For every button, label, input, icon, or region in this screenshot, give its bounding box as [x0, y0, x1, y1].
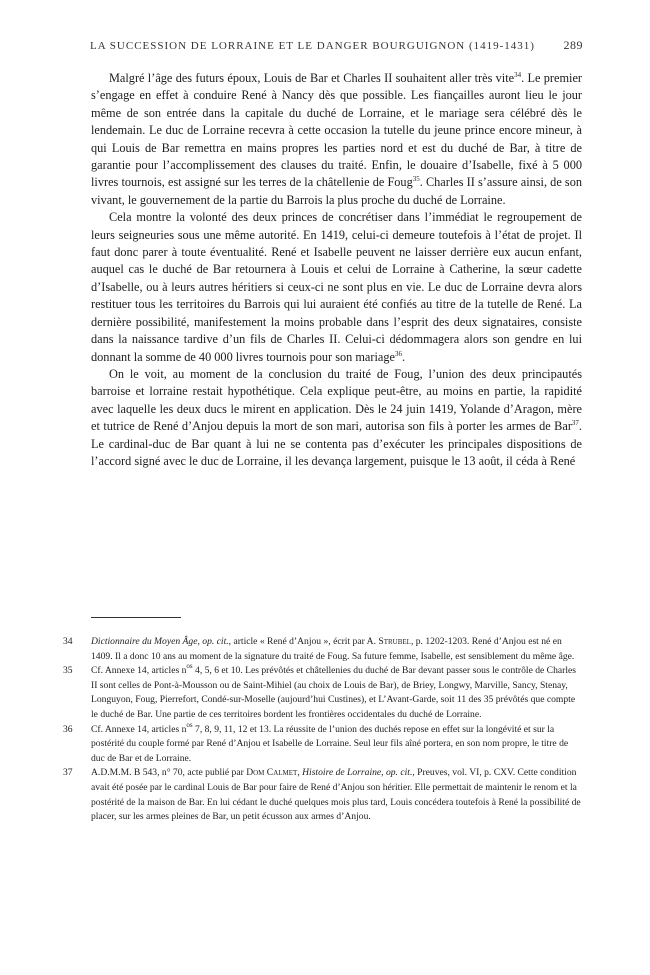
footnote [63, 720, 582, 767]
footnote-number: 35 [63, 665, 73, 677]
work-title: Histoire de Lorraine, op. cit. [302, 767, 413, 779]
page-number: 289 [563, 38, 583, 52]
running-head [90, 38, 583, 53]
paragraph: On le voit, au moment de la conclusion du traité de Foug, l’union des deux principautés barroise et lorraine restait hypothétique. Cela explique peut-être, au moins en partie, la rapidité avec laquelle les deux ducs le mirent en application. Dès le 24 juin 1419, Yolande d’Aragon, mère et tutrice de René d’Anjou depuis la mort de son mari, autorisa son fils à porter les armes de Bar$^{37}$. Le cardinal-duc de Bar quant à lui ne se contenta pas d’exécuter les principales dispositions de l’accord signé avec le duc de Lorraine, il les devança largement, puisque le 13 août, il céda à René [91, 366, 582, 468]
author-name: Dom Calmet [246, 767, 298, 779]
paragraph: Cela montre la volonté des deux princes de concrétiser dans l’immédiat le regroupement de leurs seigneuries sous une même autorité. En 1419, celui-ci demeure toutefois à l’état de projet. Il faut donc parer à toute éventualité. René et Isabelle peuvent ne laisser derrière eux aucun enfant, auquel cas le duché de Bar retournera à Louis et celui de Lorraine à Catherine, la sœur cadette d’Isabelle, ou à leurs autres héritiers si ceux-ci ne sont plus en vie. Le duc de Lorraine devra alors restituer tous les territoires du Barrois qui lui auraient été confiés au titre de la tutelle de René. La dernière possibilité, manifestement la moins probable dans l’esprit des deux signataires, consiste dans la naissance tardive d’un fils de Charles II. Celui-ci dédommagera alors son gendre en lui donnant la somme de 40 000 livres tournois pour son mariage$^{36}$. [91, 210, 582, 364]
footnote-number: 36 [63, 723, 73, 735]
footnote-number: 34 [63, 636, 73, 647]
footnote-ref[interactable]: 37 [571, 419, 579, 428]
footnote-text: Cf. Annexe 14, articles $n^{os}$ 4, 5, 6 et 10. Les prévôtés et châtellenies du duché de Bar devant passer sous le contrôle de Charles II sont celles de Pont-à-Mousson ou de Saint-Mihiel (au choix de Louis de Bar), de Briey, Longwy, Marville, Sancy, Stenay, Longuyon, Foug, Pierrefort, Condé-sur-Moselle (aujourd’hui Custines), et L’Avant-Garde, soit 11 des 35 prévôtés que compte le duché de Bar. Une partie de ces territoires bordent les frontières occidentales du duché de Lorraine. [91, 662, 576, 720]
author-name: Strubel [378, 636, 411, 647]
footnote-number: 37 [63, 767, 73, 779]
footnote-text: Dictionnaire du Moyen Âge, op. cit., article « René d’Anjou », écrit par A. Strubel, p. 1202-1203. René d’Anjou est né en 1409. Il a donc 10 ans au moment de la signature du traité de Foug. Sa future femme, Isabelle, est sensiblement du même âge. [91, 636, 575, 662]
footnote-separator [91, 617, 181, 618]
footnote-ref[interactable]: 35 [412, 175, 420, 184]
running-head-title: LA SUCCESSION DE LORRAINE ET LE DANGER BOURGUIGNON (1419-1431) [90, 40, 535, 52]
footnotes [63, 635, 582, 825]
footnote [63, 766, 582, 824]
footnote-text: A.D.M.M. B 543, n° 70, acte publié par Dom Calmet, Histoire de Lorraine, op. cit., Preuves, vol. VI, p. CXV. Cette condition avait été posée par le cardinal Louis de Bar pour faire de René d’Anjou son héritier. Elle permettait de maintenir le renom et la postérité de la maison de Bar. En lui cédant le duché quelques mois plus tard, Louis concédera toutefois à René la possibilité de placer, sur les armes pleines de Bar, un petit écusson aux armes d’Anjou. [91, 767, 581, 823]
footnote-ref[interactable]: 36 [394, 349, 402, 358]
main-text [91, 70, 582, 470]
footnote-text: Cf. Annexe 14, articles $n^{os}$ 7, 8, 9, 11, 12 et 13. La réussite de l’union des duchés repose en effet sur la longévité et sur la postérité du couple formé par René d’Anjou et Isabelle de Lorraine. Seul leur fils aîné portera, en son nom propre, le titre de duc de Bar et de Lorraine. [91, 720, 569, 764]
footnote [63, 664, 582, 722]
footnote-ref[interactable]: 34 [514, 71, 522, 79]
paragraph: Malgré l’âge des futurs époux, Louis de Bar et Charles II souhaitent aller très vite$^{34}$. Le premier s’engage en effet à conduire René à Nancy dès que possible. Les fiançailles auront lieu le jour même de son entrée dans la capitale du duché de Lorraine, et le mariage sera célébré dès le lendemain. Le duc de Lorraine recevra à cette occasion la tutelle du jeune prince encore mineur, à qui Louis de Bar remettra en mains propres les parties nord et est du duché de Bar, à titre de garantie pour l’accomplissement des clauses du traité. Enfin, le douaire d’Isabelle, fixé à 5 000 livres tournois, est assigné sur les terres de la châtellenie de Foug$^{35}$. Charles II s’assure ainsi, de son vivant, le gouvernement de la partie du Barrois la plus proche du duché de Lorraine. [91, 71, 583, 207]
footnote [63, 635, 582, 664]
work-title: Dictionnaire du Moyen Âge, op. cit. [91, 636, 229, 647]
